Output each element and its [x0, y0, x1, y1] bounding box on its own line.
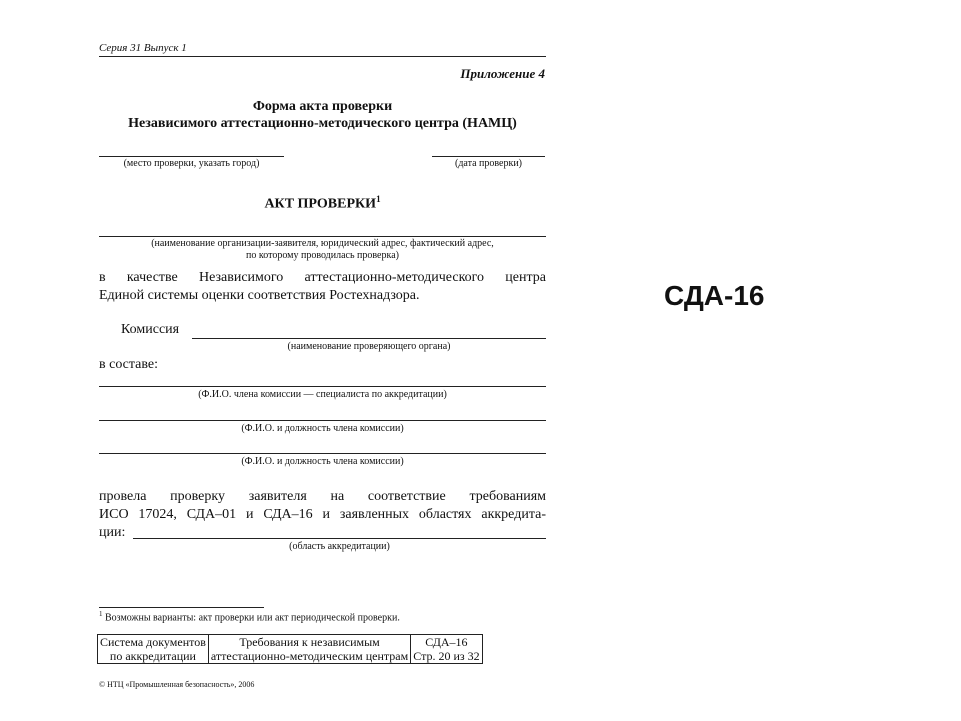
commission-line — [192, 338, 546, 339]
check-line2: ИСО 17024, СДА–01 и СДА–16 и заявленных областях аккредита- — [99, 507, 546, 522]
footer-title-cell: Требования к независимым аттестационно-методическим центрам — [208, 635, 410, 664]
member2-line — [99, 420, 546, 421]
place-caption: (место проверки, указать город) — [123, 158, 260, 169]
place-line — [99, 156, 284, 157]
capacity-text — [99, 269, 546, 305]
series-label: Серия 31 Выпуск 1 — [99, 42, 187, 54]
check-line1: провела проверку заявителя на соответствие требованиям — [99, 489, 546, 504]
org-caption-line1: (наименование организации-заявителя, юридический адрес, фактический адрес, — [151, 238, 494, 249]
footer-series-cell: Система документов по аккредитации — [98, 635, 209, 664]
capacity-line1: в качестве Независимого аттестационно-методического центра — [99, 270, 546, 285]
footnote-rule — [99, 607, 264, 608]
commission-caption: (наименование проверяющего органа) — [287, 341, 451, 352]
commission-label: Комиссия — [121, 322, 180, 337]
footer-table — [97, 634, 483, 664]
form-title-line2: Независимого аттестационно-методического центра (НАМЦ) — [128, 116, 517, 131]
capacity-line2: Единой системы оценки соответствия Ростехнадзора. — [99, 288, 420, 303]
member3-line — [99, 453, 546, 454]
check-line3: ции: — [99, 525, 126, 540]
footnote: $^1$ Возможны варианты: акт проверки или акт периодической проверки. — [99, 610, 400, 624]
date-line — [432, 156, 545, 157]
org-caption-line2: по которому проводилась проверка) — [246, 250, 399, 261]
composition-label: в составе: — [99, 357, 159, 372]
member1-caption: (Ф.И.О. члена комиссии — специалиста по аккредитации) — [198, 389, 447, 400]
act-footnote-mark: 1 — [376, 194, 381, 204]
member1-line — [99, 386, 546, 387]
area-line — [133, 538, 546, 539]
member3-caption: (Ф.И.О. и должность члена комиссии) — [241, 456, 404, 467]
org-line — [99, 236, 546, 237]
appendix-label: Приложение 4 — [460, 66, 545, 81]
area-caption: (область аккредитации) — [289, 541, 390, 552]
copyright: © НТЦ «Промышленная безопасность», 2006 — [99, 680, 255, 689]
header-rule — [99, 56, 546, 57]
footer-page-cell: СДА–16 Стр. 20 из 32 — [411, 635, 482, 664]
member2-caption: (Ф.И.О. и должность члена комиссии) — [241, 423, 404, 434]
act-title: АКТ ПРОВЕРКИ$^1$ — [264, 194, 381, 212]
form-title — [99, 98, 546, 132]
org-caption — [99, 238, 546, 262]
date-caption: (дата проверки) — [454, 158, 523, 169]
form-title-line1: Форма акта проверки — [252, 99, 393, 114]
side-document-code: СДА-16 — [664, 280, 765, 311]
check-text — [99, 488, 546, 542]
